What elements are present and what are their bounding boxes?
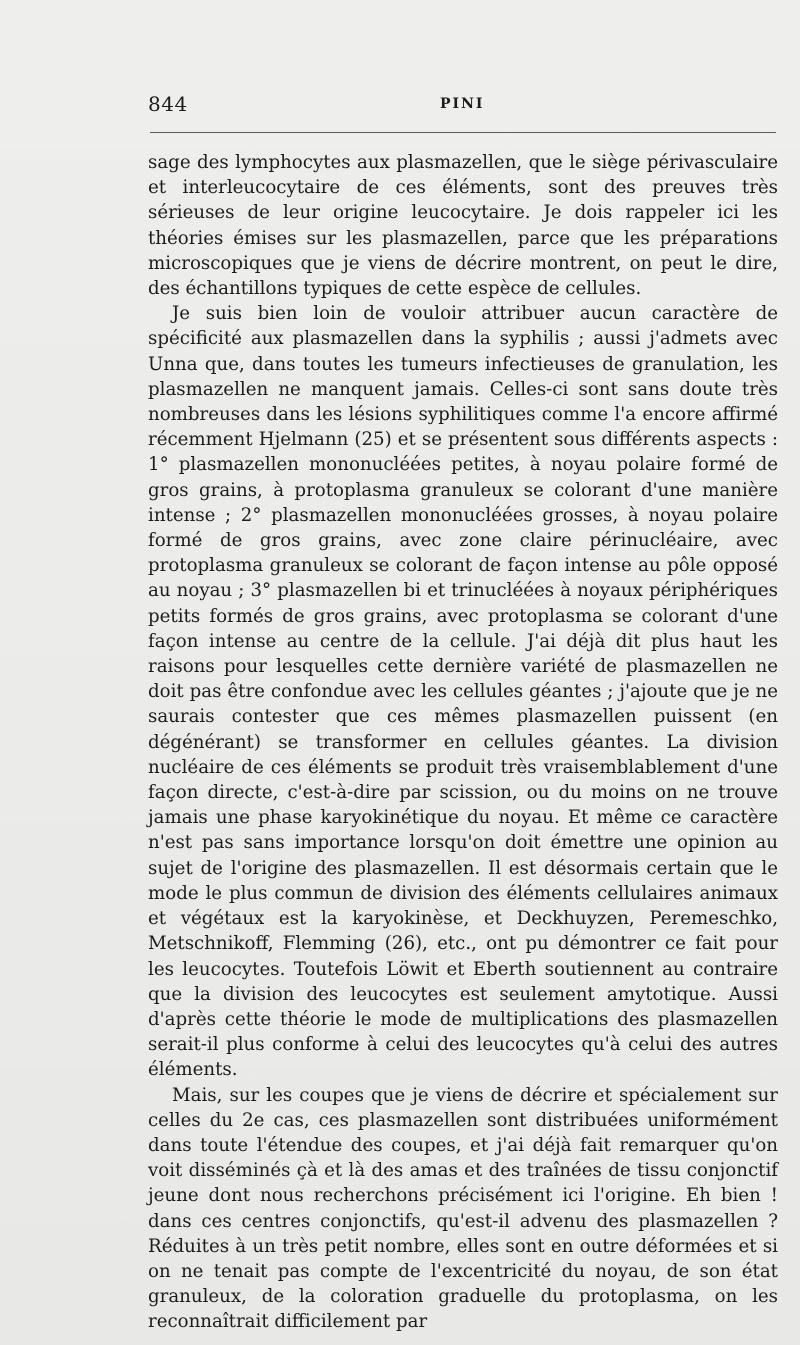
paragraph-2: Je suis bien loin de vouloir attribuer aucun caractère de spécificité aux plasmazellen dans la syphilis ; aussi j'admets avec Unna que, dans toutes les tumeurs infectieuses de granulation, les plasmazellen ne manquent jamais. Celles-ci sont sans doute très nombreuses dans les lésions syphilitiques comme l'a encore affirmé récemment Hjelmann (25) et se présentent sous différents aspects : 1° plasmazellen mononucléées petites, à noyau polaire formé de gros grains, à protoplasma granuleux se colorant d'une manière intense ; 2° plasmazellen mononucléées grosses, à noyau polaire formé de gros grains, avec zone claire périnucléaire, avec protoplasma granuleux se colorant de façon intense au pôle opposé au noyau ; 3° plasmazellen bi et trinucléées à noyaux périphériques petits formés de gros grains, avec protoplasma se colorant d'une façon intense au centre de la cellule. J'ai déjà dit plus haut les raisons pour lesquelles cette dernière variété de plasmazellen ne doit pas être confondue avec les cellules géantes ; j'ajoute que je ne saurais contester que ces mêmes plasmazellen puissent (en dégénérant) se transformer en cellules géantes. La division nucléaire de ces éléments se produit très vraisemblablement d'une façon directe, c'est-à-dire par scission, ou du moins on ne trouve jamais une phase karyokinétique du noyau. Et même ce caractère n'est pas sans importance lorsqu'on doit émettre une opinion au sujet de l'origine des plasmazellen. Il est désormais certain que le mode le plus commun de division des éléments cellulaires animaux et végétaux est la karyokinèse, et Deckhuyzen, Peremeschko, Metschnikoff, Flemming (26), etc., ont pu démontrer ce fait pour les leucocytes. Toutefois Löwit et Eberth soutiennent au contraire que la division des leucocytes est seulement amytotique. Aussi d'après cette théorie le mode de multiplications des plasmazellen serait-il plus conforme à celui des leucocytes qu'à celui des autres éléments.: [148, 303, 778, 1081]
body-text: [148, 150, 778, 1335]
header-rule: [150, 132, 776, 133]
running-head: PINI: [440, 96, 485, 112]
page-number: 844: [148, 92, 188, 116]
page-header: [148, 92, 778, 122]
paragraph-1: sage des lymphocytes aux plasmazellen, que le siège périvasculaire et interleucocytaire de ces éléments, sont des preuves très sérieuses de leur origine leucocytaire. Je dois rappeler ici les théories émises sur les plasmazellen, parce que les préparations microscopiques que je viens de décrire montrent, on peut le dire, des échantillons typiques de cette espèce de cellules.: [148, 152, 778, 300]
paragraph-3: Mais, sur les coupes que je viens de décrire et spécialement sur celles du 2e cas, ces plasmazellen sont distribuées uniformément dans toute l'étendue des coupes, et j'ai déjà fait remarquer qu'on voit disséminés çà et là des amas et des traînées de tissu conjonctif jeune dont nous recherchons précisément ici l'origine. Eh bien ! dans ces centres conjonctifs, qu'est-il advenu des plasmazellen ? Réduites à un très petit nombre, elles sont en outre déformées et si on ne tenait pas compte de l'excentricité du noyau, de son état granuleux, de la coloration graduelle du protoplasma, on les reconnaîtrait difficilement par: [148, 1084, 778, 1333]
